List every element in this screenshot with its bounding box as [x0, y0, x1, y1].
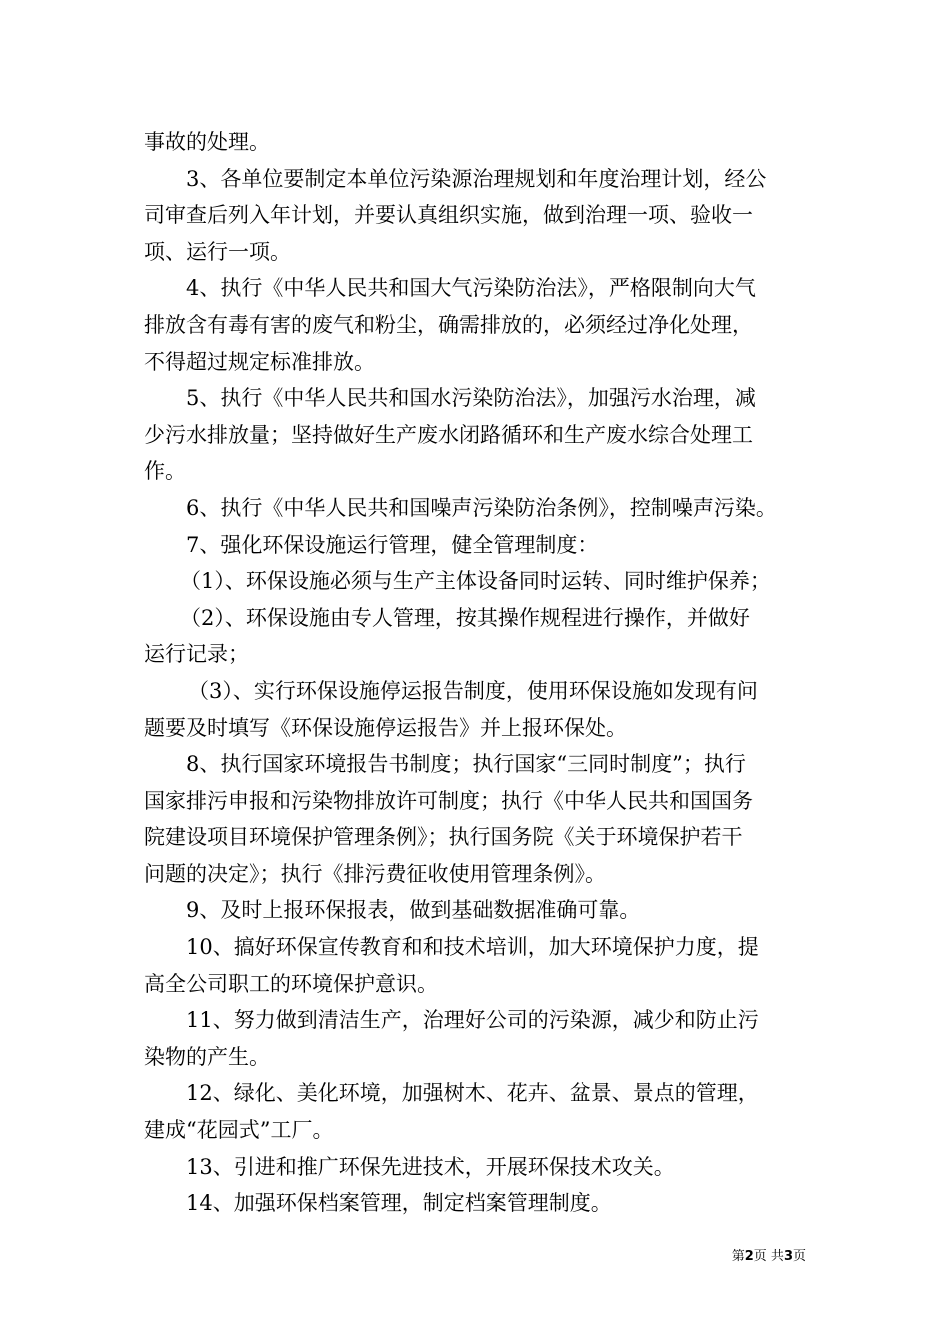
paragraph-item-6	[144, 490, 824, 527]
text-line: 项、运行一项。	[144, 239, 291, 264]
footer-total-pages: 3	[783, 1249, 793, 1264]
text-line: （2）、环保设施由专人管理，按其操作规程进行操作，并做好	[180, 605, 750, 630]
text-line: 作。	[144, 459, 186, 484]
paragraph-item-12	[144, 1075, 824, 1148]
document-body	[144, 124, 824, 1222]
paragraph-item-7	[144, 527, 824, 564]
text-line: 问题的决定》；执行《排污费征收使用管理条例》。	[144, 861, 606, 886]
text-line: 事故的处理。	[144, 130, 270, 154]
paragraph-item-3	[144, 161, 824, 271]
paragraph-subitem-3	[144, 673, 824, 746]
text-line: 4、执行《中华人民共和国大气污染防治法》，严格限制向大气	[186, 276, 756, 301]
footer-middle: 页 共	[753, 1249, 784, 1264]
text-line: （1）、环保设施必须与生产主体设备同时运转、同时维护保养；	[180, 569, 771, 594]
paragraph-subitem-1	[144, 563, 824, 600]
text-line: 院建设项目环境保护管理条例》；执行国务院《关于环境保护若干	[144, 825, 743, 850]
text-line: 排放含有毒有害的废气和粉尘，确需排放的，必须经过净化处理，	[144, 312, 753, 337]
text-line: 高全公司职工的环境保护意识。	[144, 971, 438, 996]
text-line: 国家排污申报和污染物排放许可制度；执行《中华人民共和国国务	[144, 788, 753, 813]
text-line: 5、执行《中华人民共和国水污染防治法》，加强污水治理，减	[186, 386, 756, 411]
text-line: 10、搞好环保宣传教育和和技术培训，加大环境保护力度，提	[186, 935, 759, 960]
footer-current-page: 2	[744, 1249, 754, 1264]
text-line: 不得超过规定标准排放。	[144, 349, 375, 374]
text-line: 12、绿化、美化环境，加强树木、花卉、盆景、景点的管理，	[186, 1081, 759, 1106]
paragraph-item-8	[144, 746, 824, 892]
paragraph-item-5	[144, 380, 824, 490]
text-line: 13、引进和推广环保先进技术，开展环保技术攻关。	[186, 1154, 675, 1179]
text-line: 9、及时上报环保报表，做到基础数据准确可靠。	[186, 898, 641, 923]
paragraph-item-4	[144, 270, 824, 380]
text-line: 3、各单位要制定本单位污染源治理规划和年度治理计划，经公	[186, 166, 767, 191]
text-line: 司审查后列入年计划，并要认真组织实施，做到治理一项、验收一	[144, 203, 753, 228]
text-line: 7、强化环保设施运行管理，健全管理制度：	[186, 532, 599, 557]
paragraph-accident-handling	[144, 124, 824, 161]
text-line: （3）、实行环保设施停运报告制度，使用环保设施如发现有问	[188, 678, 758, 703]
text-line: 6、执行《中华人民共和国噪声污染防治条例》，控制噪声污染。	[186, 495, 777, 520]
text-line: 染物的产生。	[144, 1044, 270, 1069]
paragraph-item-11	[144, 1002, 824, 1075]
text-line: 14、加强环保档案管理，制定档案管理制度。	[186, 1191, 612, 1216]
footer-prefix: 第	[731, 1249, 745, 1264]
footer-suffix: 页	[792, 1249, 806, 1264]
text-line: 建成“花园式”工厂。	[144, 1118, 334, 1143]
text-line: 少污水排放量；坚持做好生产废水闭路循环和生产废水综合处理工	[144, 422, 753, 447]
paragraph-item-13	[144, 1149, 824, 1186]
page-number-footer	[732, 1245, 806, 1264]
text-line: 运行记录；	[144, 642, 249, 667]
paragraph-item-14	[144, 1185, 824, 1222]
paragraph-item-10	[144, 929, 824, 1002]
paragraph-subitem-2	[144, 600, 824, 673]
text-line: 8、执行国家环境报告书制度；执行国家“三同时制度”；执行	[186, 752, 746, 777]
paragraph-item-9	[144, 892, 824, 929]
text-line: 题要及时填写《环保设施停运报告》并上报环保处。	[144, 715, 627, 740]
text-line: 11、努力做到清洁生产，治理好公司的污染源，减少和防止污	[186, 1008, 759, 1033]
